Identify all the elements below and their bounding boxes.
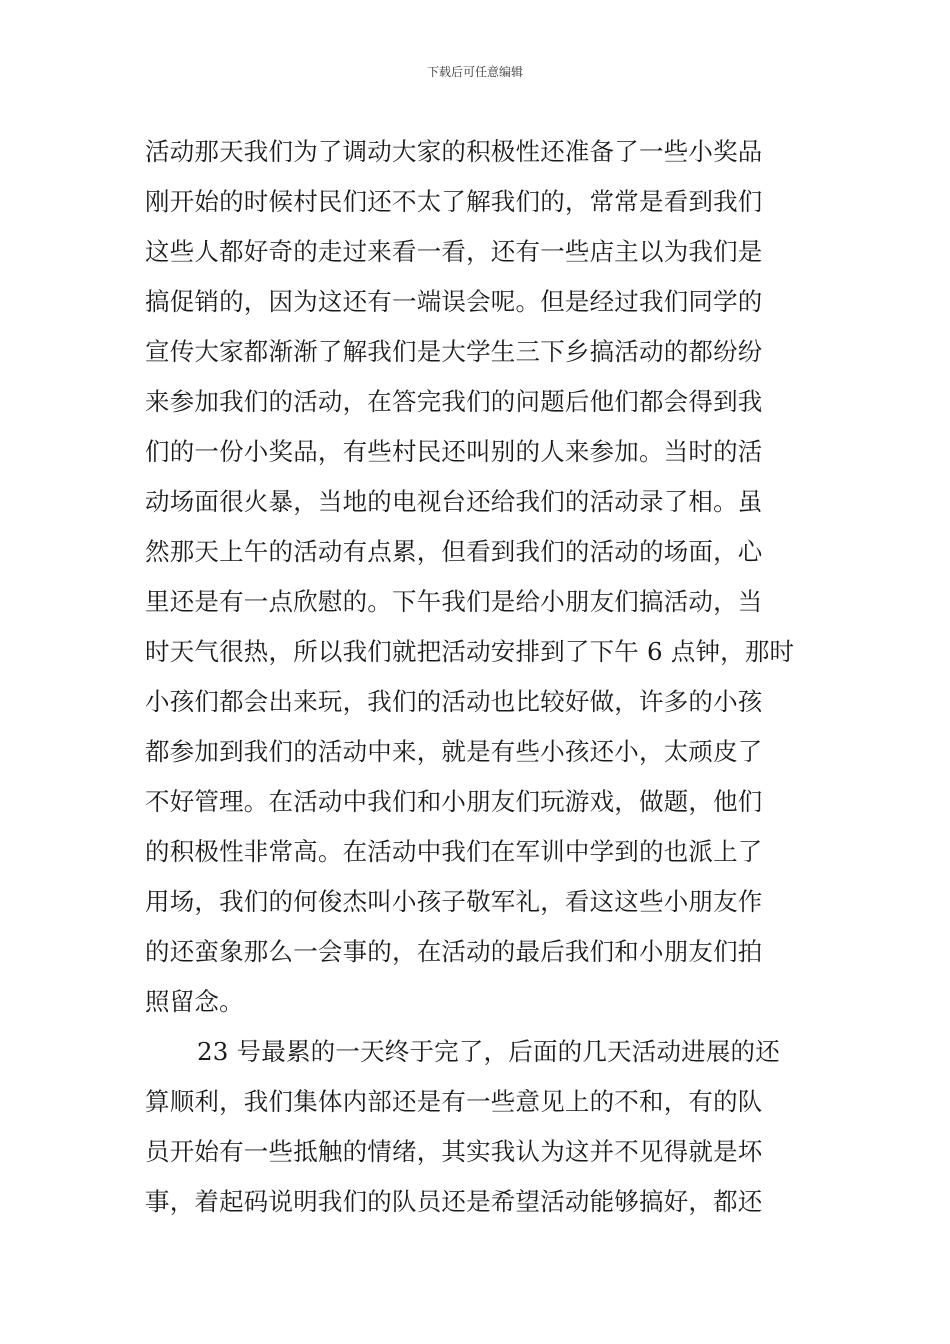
- text-line: 用场，我们的何俊杰叫小孩子敬军礼，看这这些小朋友作: [145, 887, 763, 916]
- text-line: 事，着起码说明我们的队员还是希望活动能够搞好，都还: [145, 1187, 763, 1216]
- text-line: 的还蛮象那么一会事的，在活动的最后我们和小朋友们拍: [145, 937, 763, 966]
- text-line: 照留念。: [145, 987, 244, 1016]
- text-line: 然那天上午的活动有点累，但看到我们的活动的场面，心: [145, 537, 763, 566]
- text-line: 小孩们都会出来玩，我们的活动也比较好做，许多的小孩: [145, 687, 763, 716]
- text-line: 们的一份小奖品，有些村民还叫别的人来参加。当时的活: [145, 437, 763, 466]
- text-line: 的积极性非常高。在活动中我们在军训中学到的也派上了: [145, 837, 763, 866]
- text-line: 动场面很火暴，当地的电视台还给我们的活动录了相。虽: [145, 487, 763, 516]
- text-line: 23 号最累的一天终于完了，后面的几天活动进展的还: [197, 1037, 780, 1066]
- text-line: 时天气很热，所以我们就把活动安排到了下午 6 点钟，那时: [145, 637, 795, 666]
- body-text: [145, 127, 809, 1227]
- text-line: 里还是有一点欣慰的。下午我们是给小朋友们搞活动，当: [145, 587, 763, 616]
- text-line: 宣传大家都渐渐了解我们是大学生三下乡搞活动的都纷纷: [145, 337, 763, 366]
- text-line: 活动那天我们为了调动大家的积极性还准备了一些小奖品: [145, 137, 763, 166]
- text-line: 不好管理。在活动中我们和小朋友们玩游戏，做题，他们: [145, 787, 763, 816]
- text-line: 算顺利，我们集体内部还是有一些意见上的不和，有的队: [145, 1087, 763, 1116]
- text-line: 这些人都好奇的走过来看一看，还有一些店主以为我们是: [145, 237, 763, 266]
- text-line: 都参加到我们的活动中来，就是有些小孩还小，太顽皮了: [145, 737, 763, 766]
- paragraph-2: [145, 1027, 809, 1227]
- text-line: 刚开始的时候村民们还不太了解我们的，常常是看到我们: [145, 187, 763, 216]
- text-line: 搞促销的，因为这还有一端误会呢。但是经过我们同学的: [145, 287, 763, 316]
- text-line: 来参加我们的活动，在答完我们的问题后他们都会得到我: [145, 387, 763, 416]
- page-header: 下载后可任意编辑: [426, 65, 523, 79]
- text-line: 员开始有一些抵触的情绪，其实我认为这并不见得就是坏: [145, 1137, 763, 1166]
- paragraph-1: [145, 127, 809, 1027]
